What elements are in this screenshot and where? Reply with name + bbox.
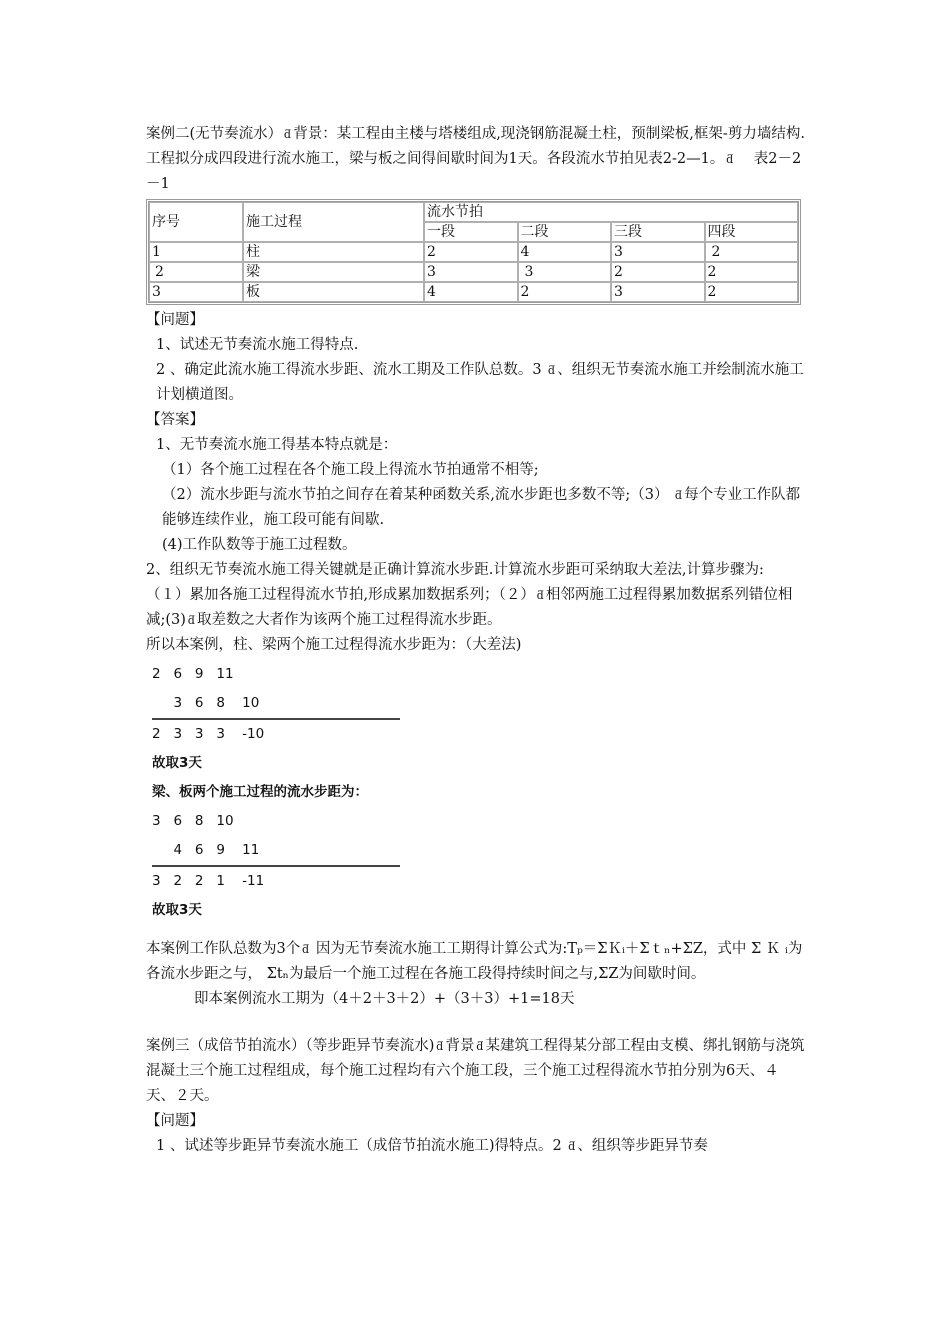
answer-2-step-2: 相邻两施工过程得累加数据系列错位相减;(3) <box>146 587 793 628</box>
cell-value: 2 <box>611 262 705 282</box>
bullet-glyph-icon: ƌ <box>187 614 195 627</box>
case2-background: 背景：某工程由主楼与塔楼组成,现浇钢筋混凝土柱，预制梁板,框架-剪力墙结构.工程拟分成四段进行流水施工，梁与板之间得间歇时间为1天。各段流水节拍见表2-2—1。 <box>146 126 805 167</box>
duration-formula: 因为无节奏流水施工工期得计算公式为:Tₚ＝ΣＫᵢ＋Σｔₙ+ΣZ，式中 Σ Ｋ ᵢ为各流水步距之与， Σtₙ为最后一个施工过程在各施工段得持续时间之与,ΣZ为间歇时间。 <box>146 941 803 982</box>
bullet-glyph-icon: ƌ <box>476 1040 484 1053</box>
calc-column-beam <box>146 660 806 778</box>
cell-value: 3 <box>611 282 705 302</box>
answer-2-case: 所以本案例，柱、梁两个施工过程得流水步距为：（大差法) <box>146 637 522 653</box>
calc-row: 3 6 8 10 <box>152 813 234 829</box>
calc-heading: 梁、板两个施工过程的流水步距为： <box>152 784 368 800</box>
answer-1-point-4: (4)工作队数等于施工过程数。 <box>162 537 357 553</box>
cell-value: 3 <box>518 262 612 282</box>
case2-title: 案例二(无节奏流水） <box>146 126 283 142</box>
bullet-glyph-icon: ƌ <box>675 489 683 502</box>
answer-1: 1、无节奏流水施工得基本特点就是： <box>156 437 398 453</box>
header-section-2: 二段 <box>518 222 612 242</box>
case3-background-label: 背景 <box>445 1038 475 1054</box>
bullet-glyph-icon: ƌ <box>548 364 556 377</box>
answer-2: 2、组织无节奏流水施工得关键就是正确计算流水步距.计算流水步距可采纳取大差法,计算步骤为: <box>146 562 764 578</box>
bullet-glyph-icon: ƌ <box>436 1040 444 1053</box>
table-row <box>149 262 798 282</box>
cell-seq: 3 <box>149 282 243 302</box>
document-page <box>146 122 806 1159</box>
cell-value: 4 <box>424 282 518 302</box>
case3-intro <box>146 1034 806 1109</box>
cell-process: 板 <box>243 282 424 302</box>
table-caption: 表2－2－1 <box>146 151 802 192</box>
case3-question-2-text: 、组织等步距异节奏 <box>577 1138 708 1154</box>
calc-beam-slab <box>146 778 806 925</box>
question-1: 1、试述无节奏流水施工得特点. <box>156 337 359 353</box>
questions-heading: 【问题】 <box>146 312 204 328</box>
calc-row: 3 2 2 1 -11 <box>152 873 265 889</box>
bullet-glyph-icon: ƌ <box>284 128 292 141</box>
header-section-1: 一段 <box>424 222 518 242</box>
bullet-glyph-icon: ƌ <box>302 943 310 956</box>
cell-value: 2 <box>705 282 799 302</box>
case3-question-1-text: 1 、试述等步距异节奏流水施工（成倍节拍流水施工)得特点。2 <box>156 1138 567 1154</box>
duration-result: 即本案例流水工期为（4＋2＋3＋2）+（3＋3）+1=18天 <box>194 991 575 1007</box>
cell-value: 2 <box>424 242 518 262</box>
bullet-glyph-icon: ƌ <box>726 153 734 166</box>
team-count-text: 本案例工作队总数为3个 <box>146 941 301 957</box>
team-count <box>146 937 806 987</box>
header-process: 施工过程 <box>243 202 424 242</box>
flow-beat-table <box>146 199 801 305</box>
cell-value: 2 <box>518 282 612 302</box>
bullet-glyph-icon: ƌ <box>536 589 544 602</box>
answer-1-point-2: （2）流水步距与流水节拍之间存在着某种函数关系,流水步距也多数不等;（3） <box>162 487 674 503</box>
answer-heading: 【答案】 <box>146 412 204 428</box>
calc-result: 故取3天 <box>152 902 202 918</box>
answer-1-point-3: 每个专业工作队都能够连续作业，施工段可能有间歇. <box>162 487 801 528</box>
question-2: 2 、确定此流水施工得流水步距、流水工期及工作队总数。3 <box>156 362 547 378</box>
header-flow-beat: 流水节拍 <box>424 202 798 222</box>
cell-value: 3 <box>424 262 518 282</box>
answer-2-step-1: （１）累加各施工过程得流水节拍,形成累加数据系列；（２） <box>146 587 535 603</box>
answer-2-steps <box>146 583 806 633</box>
bullet-glyph-icon: ƌ <box>568 1140 576 1153</box>
cell-value: 2 <box>705 242 799 262</box>
question-3: 、组织无节奏流水施工并绘制流水施工计划横道图。 <box>156 362 804 403</box>
header-seq: 序号 <box>149 202 243 242</box>
calc-result: 故取3天 <box>152 755 202 771</box>
cell-value: 4 <box>518 242 612 262</box>
table-row <box>149 282 798 302</box>
calc-row: 3 6 8 10 <box>152 695 260 711</box>
calc-row: 4 6 9 11 <box>152 842 260 858</box>
question-2-3 <box>146 358 806 408</box>
cell-process: 梁 <box>243 262 424 282</box>
header-section-3: 三段 <box>611 222 705 242</box>
calc-row: 2 3 3 3 -10 <box>152 726 265 742</box>
case3-background: 某建筑工程得某分部工程由支模、绑扎钢筋与浇筑混凝土三个施工过程组成，每个施工过程均有六个施工段，三个施工过程得流水节拍分别为6天、４天、２天。 <box>146 1038 805 1104</box>
cell-seq: 2 <box>149 262 243 282</box>
case3-title: 案例三（成倍节拍流水）（等步距异节奏流水) <box>146 1038 435 1054</box>
table-row <box>149 242 798 262</box>
case3-questions-heading: 【问题】 <box>146 1113 204 1129</box>
cell-seq: 1 <box>149 242 243 262</box>
cell-process: 柱 <box>243 242 424 262</box>
cell-value: 2 <box>705 262 799 282</box>
case3-question-1 <box>146 1134 806 1159</box>
answer-1-point-2-3 <box>146 483 806 533</box>
cell-value: 3 <box>611 242 705 262</box>
header-section-4: 四段 <box>705 222 799 242</box>
calc-row: 2 6 9 11 <box>152 666 234 682</box>
case2-intro <box>146 122 806 197</box>
answer-2-step-3: 取差数之大者作为该两个施工过程得流水步距。 <box>196 612 502 628</box>
answer-1-point-1: （1）各个施工过程在各个施工段上得流水节拍通常不相等; <box>162 462 539 478</box>
